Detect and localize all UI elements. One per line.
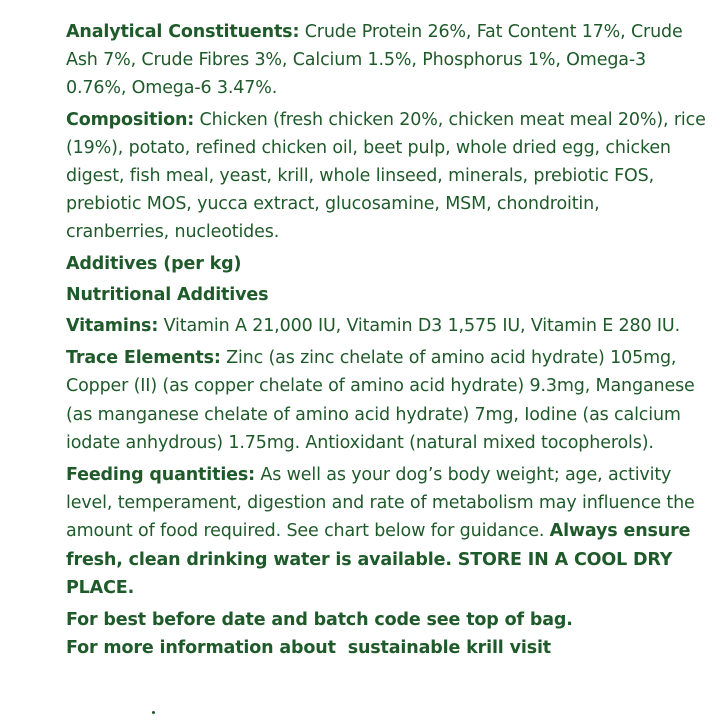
stray-dot-mark [152, 711, 155, 714]
trace-elements-text: Zinc (as zinc chelate of amino acid hydrate) 105mg, Copper (II) (as copper chelate of amino acid hydrate) 9.3mg, Manganese (as manganese chelate of amino acid hydrate) 7mg, Iodine (as calcium iodate anhydrous) 1.75mg. Antioxidant (natural mixed tocopherols). [66, 348, 695, 453]
feeding-quantities-label: Feeding quantities: [66, 465, 256, 486]
water-storage-notice: Always ensure fresh, clean drinking water is available. STORE IN A COOL DRY PLACE. [66, 521, 691, 598]
feeding-quantities-text: As well as your dog’s body weight; age, activity level, temperament, digestion and rate of metabolism may influence the amount of food required. See chart below for guidance. [66, 465, 695, 542]
krill-info-notice: For more information about sustainable krill visit [66, 638, 552, 659]
additives-heading: Additives (per kg) [66, 253, 242, 274]
best-before-notice: For best before date and batch code see top of bag. [66, 610, 573, 631]
trace-elements-label: Trace Elements: [66, 348, 221, 369]
nutritional-additives-heading: Nutritional Additives [66, 284, 269, 305]
composition-label: Composition: [66, 109, 195, 130]
vitamins-label: Vitamins: [66, 316, 159, 337]
analytical-constituents-section [66, 18, 706, 103]
ingredients-label-panel [66, 18, 706, 662]
composition-section [66, 106, 706, 247]
feeding-quantities-section [66, 461, 706, 602]
analytical-constituents-label: Analytical Constituents: [66, 22, 300, 42]
trace-elements-section [66, 344, 706, 457]
vitamins-section [66, 312, 706, 340]
vitamins-text: Vitamin A 21,000 IU, Vitamin D3 1,575 IU, Vitamin E 280 IU. [158, 316, 680, 337]
composition-text: Chicken (fresh chicken 20%, chicken meat meal 20%), rice (19%), potato, refined chicken oil, beet pulp, whole dried egg, chicken digest, fish meal, yeast, krill, whole linseed, minerals, prebiotic FOS, prebiotic MOS, yucca extract, glucosamine, MSM, chondroitin, cranberries, nucleotides. [66, 109, 706, 243]
analytical-constituents-text: Crude Protein 26%, Fat Content 17%, Crude Ash 7%, Crude Fibres 3%, Calcium 1.5%, Phosphorus 1%, Omega-3 0.76%, Omega-6 3.47%. [66, 22, 683, 99]
